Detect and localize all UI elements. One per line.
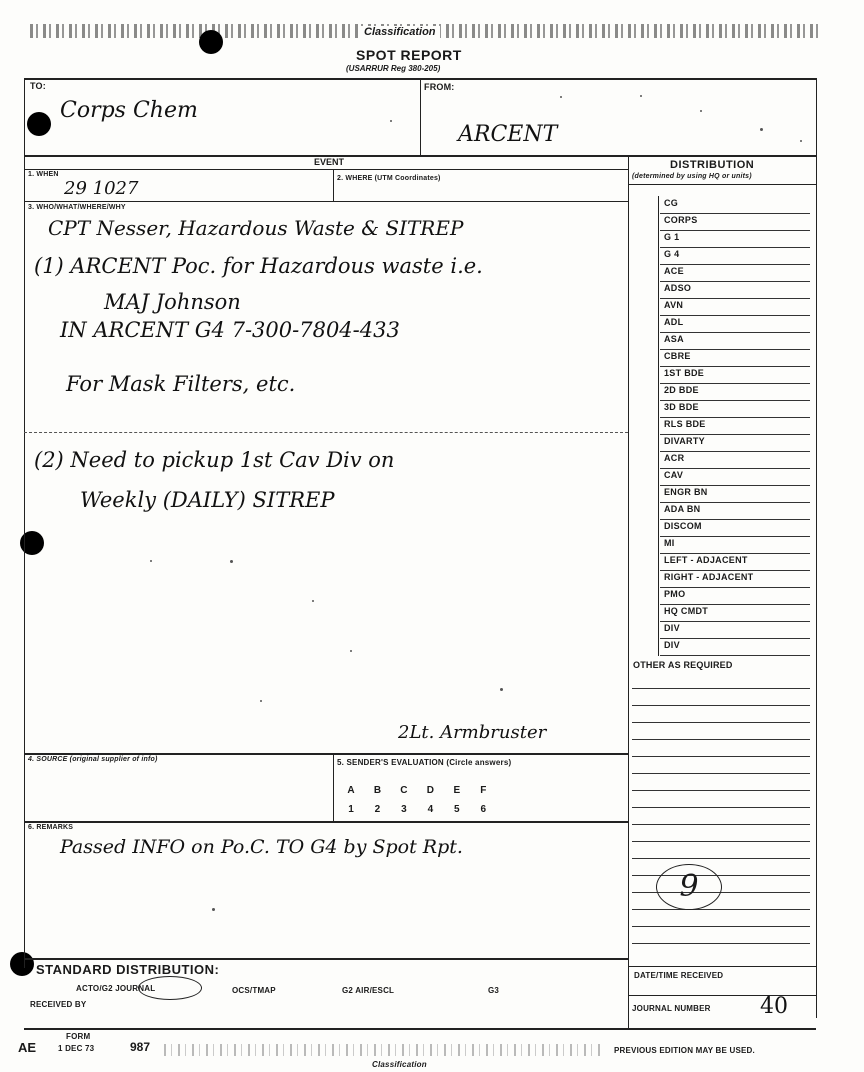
eval-number-1[interactable]: 1 — [348, 804, 354, 815]
distribution-item[interactable] — [660, 247, 810, 265]
distribution-blank-line — [632, 705, 810, 706]
distribution-item[interactable] — [660, 587, 810, 605]
distribution-item-label: PMO — [664, 589, 686, 599]
distribution-item[interactable] — [660, 536, 810, 554]
distribution-item-label: DIVARTY — [664, 436, 705, 446]
punch-hole-3 — [10, 952, 34, 976]
distribution-item-label: ENGR BN — [664, 487, 708, 497]
distribution-item-label: CAV — [664, 470, 684, 480]
distribution-blank-line — [632, 807, 810, 808]
date-time-label: DATE/TIME RECEIVED — [634, 971, 724, 980]
evaluation-letters — [340, 780, 494, 798]
distribution-item[interactable] — [660, 570, 810, 588]
remarks-value: Passed INFO on Po.C. TO G4 by Spot Rpt. — [60, 836, 463, 858]
footer-classification: Classification — [372, 1060, 427, 1069]
distribution-item-label: MI — [664, 538, 675, 548]
event-line-2: (1) ARCENT Poc. for Hazardous waste i.e. — [34, 254, 483, 278]
std-dist-item-1: ACTO/G2 JOURNAL — [76, 984, 156, 993]
journal-label: JOURNAL NUMBER — [632, 1004, 711, 1013]
standard-distribution-label: STANDARD DISTRIBUTION: — [36, 962, 220, 977]
distribution-item-label: G 4 — [664, 249, 680, 259]
distribution-item[interactable] — [660, 366, 810, 384]
distribution-item[interactable] — [660, 298, 810, 316]
distribution-blank-line — [632, 909, 810, 910]
eval-number-4[interactable]: 4 — [427, 804, 434, 815]
std-dist-item-3: G2 AIR/ESCL — [342, 986, 395, 995]
distribution-blank-line — [632, 722, 810, 723]
distribution-item[interactable] — [660, 315, 810, 333]
distribution-item-label: ACE — [664, 266, 684, 276]
distribution-item[interactable] — [660, 485, 810, 503]
evaluation-label: 5. SENDER'S EVALUATION (Circle answers) — [337, 758, 512, 767]
distribution-item[interactable] — [660, 553, 810, 571]
distribution-blank-line — [632, 688, 810, 689]
where-label: 2. WHERE (UTM Coordinates) — [337, 175, 441, 182]
distribution-item-label: CORPS — [664, 215, 698, 225]
eval-number-5[interactable]: 5 — [454, 804, 460, 815]
distribution-item[interactable] — [660, 417, 810, 435]
distribution-item[interactable] — [660, 264, 810, 282]
eval-letter-a[interactable]: A — [347, 785, 355, 796]
distribution-label: DISTRIBUTION — [670, 159, 755, 171]
distribution-item-label: DIV — [664, 640, 680, 650]
event-line-3: MAJ Johnson — [104, 290, 241, 314]
what-label: 3. WHO/WHAT/WHERE/WHY — [28, 204, 126, 211]
eval-number-2[interactable]: 2 — [374, 804, 381, 815]
distribution-item-label: CBRE — [664, 351, 691, 361]
distribution-blank-line — [632, 858, 810, 859]
eval-letter-c[interactable]: C — [400, 785, 408, 796]
when-value: 29 1027 — [64, 178, 139, 199]
distribution-item-label: LEFT - ADJACENT — [664, 555, 748, 565]
distribution-blank-line — [632, 790, 810, 791]
distribution-item-label: RIGHT - ADJACENT — [664, 572, 754, 582]
distribution-item[interactable] — [660, 519, 810, 537]
distribution-item[interactable] — [660, 502, 810, 520]
punch-hole-top — [199, 30, 223, 54]
event-line-7: Weekly (DAILY) SITREP — [80, 488, 335, 512]
distribution-item[interactable] — [660, 281, 810, 299]
footer-noise — [164, 1044, 604, 1056]
eval-letter-b[interactable]: B — [373, 785, 382, 796]
distribution-blank-line — [632, 943, 810, 944]
distribution-item-label: ADL — [664, 317, 684, 327]
header-classification: Classification — [360, 26, 440, 38]
distribution-item-label: AVN — [664, 300, 684, 310]
distribution-item-label: DISCOM — [664, 521, 702, 531]
distribution-item[interactable] — [660, 349, 810, 367]
evaluation-numbers — [340, 799, 494, 817]
distribution-item-label: 3D BDE — [664, 402, 699, 412]
event-line-6: (2) Need to pickup 1st Cav Div on — [34, 448, 395, 472]
from-value: ARCENT — [458, 122, 558, 147]
distribution-item[interactable] — [660, 230, 810, 248]
form-ae: AE — [18, 1040, 37, 1055]
eval-letter-f[interactable]: F — [480, 785, 487, 796]
distribution-blank-line — [632, 824, 810, 825]
when-label: 1. WHEN — [28, 171, 59, 178]
to-label: TO: — [30, 81, 46, 91]
distribution-item[interactable] — [660, 213, 810, 231]
distribution-blank-line — [632, 739, 810, 740]
distribution-item[interactable] — [660, 332, 810, 350]
distribution-item[interactable] — [660, 451, 810, 469]
distribution-item[interactable] — [660, 638, 810, 656]
distribution-item-label: HQ CMDT — [664, 606, 709, 616]
journal-value: 40 — [760, 994, 788, 1019]
distribution-blank-line — [632, 926, 810, 927]
eval-number-6[interactable]: 6 — [480, 804, 487, 815]
distribution-item[interactable] — [660, 621, 810, 639]
source-label: 4. SOURCE (original supplier of info) — [28, 756, 158, 763]
distribution-item[interactable] — [660, 196, 810, 214]
distribution-item-label: G 1 — [664, 232, 680, 242]
distribution-item[interactable] — [660, 434, 810, 452]
distribution-item-label: ADSO — [664, 283, 692, 293]
std-dist-item-2: OCS/TMAP — [232, 986, 276, 995]
distribution-item-label: DIV — [664, 623, 680, 633]
distribution-blank-line — [632, 841, 810, 842]
from-label: FROM: — [424, 82, 455, 92]
form-date: 1 DEC 73 — [58, 1044, 95, 1053]
punch-hole-1 — [27, 112, 51, 136]
other-label: OTHER AS REQUIRED — [633, 660, 733, 670]
distribution-item[interactable] — [660, 383, 810, 401]
event-line-4: IN ARCENT G4 7-300-7804-433 — [60, 318, 400, 342]
eval-number-3[interactable]: 3 — [401, 804, 407, 815]
distribution-item-label: ASA — [664, 334, 684, 344]
std-dist-item-4: G3 — [488, 986, 500, 995]
received-by-label: RECEIVED BY — [30, 1000, 87, 1009]
distribution-blank-line — [632, 773, 810, 774]
event-label: EVENT — [314, 157, 345, 167]
form-title: SPOT REPORT — [356, 47, 462, 63]
form-label: FORM — [66, 1032, 91, 1041]
form-number: 987 — [130, 1040, 151, 1054]
to-value: Corps Chem — [60, 98, 198, 123]
remarks-label: 6. REMARKS — [28, 824, 74, 831]
eval-letter-e[interactable]: E — [453, 785, 461, 796]
circled-number: 9 — [656, 864, 722, 910]
event-signature: 2Lt. Armbruster — [398, 722, 547, 743]
event-line-5: For Mask Filters, etc. — [66, 372, 296, 396]
distribution-sub: (determined by using HQ or units) — [632, 173, 752, 180]
distribution-item-label: ADA BN — [664, 504, 701, 514]
distribution-item-label: RLS BDE — [664, 419, 706, 429]
previous-edition: PREVIOUS EDITION MAY BE USED. — [614, 1046, 755, 1055]
distribution-item-label: 2D BDE — [664, 385, 699, 395]
distribution-item-label: ACR — [664, 453, 685, 463]
event-line-1: CPT Nesser, Hazardous Waste & SITREP — [48, 216, 464, 240]
form-regulation: (USARRUR Reg 380-205) — [346, 64, 441, 73]
journal-circle — [138, 976, 202, 1000]
distribution-item-label: CG — [664, 198, 679, 208]
distribution-item[interactable] — [660, 468, 810, 486]
eval-letter-d[interactable]: D — [426, 785, 434, 796]
distribution-item-label: 1ST BDE — [664, 368, 705, 378]
distribution-item[interactable] — [660, 400, 810, 418]
distribution-blank-line — [632, 756, 810, 757]
distribution-item[interactable] — [660, 604, 810, 622]
